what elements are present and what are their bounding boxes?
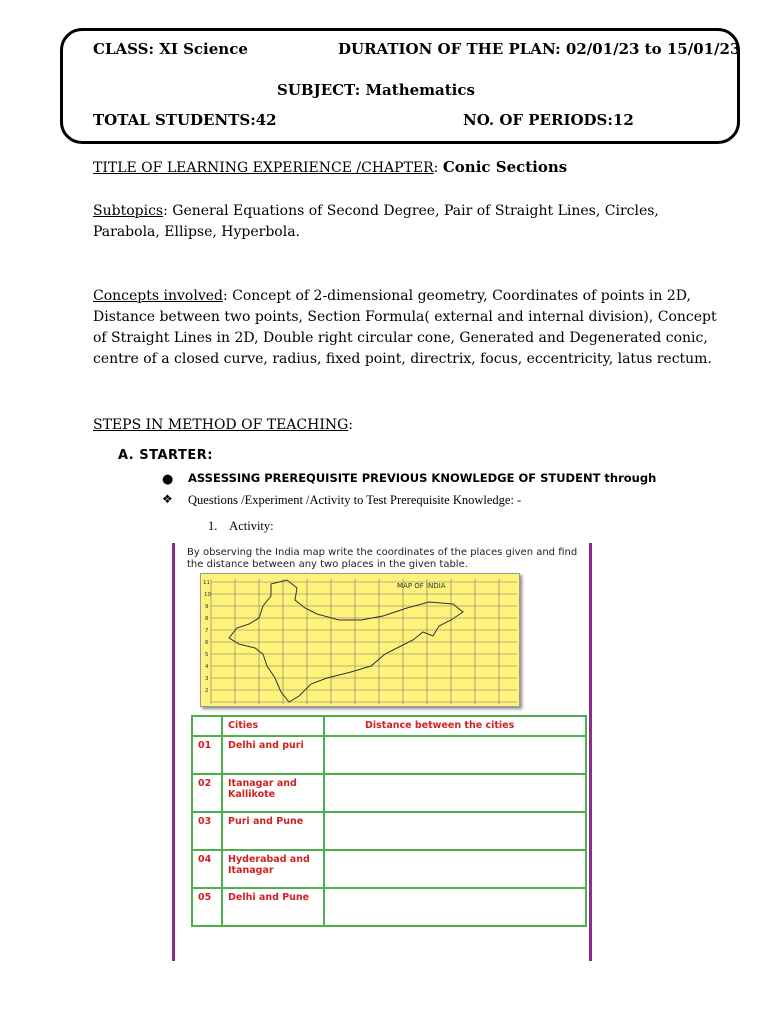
map-y-axis-labels bbox=[203, 580, 211, 694]
svg-text:10: 10 bbox=[204, 592, 211, 598]
activity-intro: By observing the India map write the coordinates of the places given and find the distance between any two places in the given table. bbox=[187, 547, 578, 570]
bullet-assessing: ASSESSING PREREQUISITE PREVIOUS KNOWLEDGE OF STUDENT through bbox=[188, 471, 657, 485]
table-header-no bbox=[192, 716, 222, 736]
row-distance[interactable] bbox=[324, 850, 586, 888]
concepts-label: Concepts involved bbox=[93, 288, 223, 304]
bullet-questions: Questions /Experiment /Activity to Test Prerequisite Knowledge: - bbox=[188, 493, 522, 507]
subtopics-block bbox=[93, 201, 733, 243]
india-map bbox=[200, 573, 520, 707]
row-distance[interactable] bbox=[324, 812, 586, 850]
svg-text:11: 11 bbox=[203, 580, 210, 586]
activity-panel bbox=[172, 543, 592, 961]
row-number: 01 bbox=[192, 736, 222, 774]
chapter-title-value: Conic Sections bbox=[442, 158, 568, 176]
svg-text:8: 8 bbox=[205, 616, 209, 622]
total-students-label: TOTAL STUDENTS:42 bbox=[93, 111, 277, 129]
table-header-row bbox=[192, 716, 586, 736]
class-label: CLASS: XI Science bbox=[93, 40, 248, 58]
row-cities: Hyderabad and Itanagar bbox=[222, 850, 324, 888]
map-title: MAP OF INDIA bbox=[397, 582, 446, 590]
bullet-dot-icon: ● bbox=[162, 472, 174, 487]
table-header-distance: Distance between the cities bbox=[324, 716, 586, 736]
row-cities: Puri and Pune bbox=[222, 812, 324, 850]
row-distance[interactable] bbox=[324, 888, 586, 926]
steps-label: STEPS IN METHOD OF TEACHING bbox=[93, 417, 349, 433]
svg-text:2: 2 bbox=[205, 688, 209, 694]
row-cities: Delhi and puri bbox=[222, 736, 324, 774]
svg-text:7: 7 bbox=[205, 628, 209, 634]
chapter-title bbox=[93, 157, 567, 179]
row-distance[interactable] bbox=[324, 736, 586, 774]
svg-text:6: 6 bbox=[205, 640, 209, 646]
concepts-block bbox=[93, 286, 733, 370]
row-cities: Itanagar and Kallikote bbox=[222, 774, 324, 812]
row-number: 05 bbox=[192, 888, 222, 926]
concepts-line-4: centre of a closed curve, radius, fixed point, directrix, focus, eccentricity, latus rectum. bbox=[93, 351, 712, 367]
row-number: 03 bbox=[192, 812, 222, 850]
table-row bbox=[192, 812, 586, 850]
concepts-line-1: : Concept of 2-dimensional geometry, Coordinates of points in 2D, bbox=[222, 288, 691, 304]
svg-text:5: 5 bbox=[205, 652, 209, 658]
table-header-cities: Cities bbox=[222, 716, 324, 736]
steps-heading bbox=[93, 415, 353, 436]
row-cities: Delhi and Pune bbox=[222, 888, 324, 926]
starter-heading: A. STARTER: bbox=[118, 448, 213, 463]
activity-item: 1. Activity: bbox=[208, 519, 274, 533]
subject-label: SUBJECT: Mathematics bbox=[277, 81, 475, 99]
india-map-graphic bbox=[201, 574, 519, 706]
table-row bbox=[192, 850, 586, 888]
subtopics-label: Subtopics bbox=[93, 203, 164, 219]
row-number: 04 bbox=[192, 850, 222, 888]
duration-label: DURATION OF THE PLAN: 02/01/23 to 15/01/23 bbox=[338, 40, 741, 58]
table-row bbox=[192, 736, 586, 774]
row-distance[interactable] bbox=[324, 774, 586, 812]
svg-text:4: 4 bbox=[205, 664, 209, 670]
concepts-line-2: Distance between two points, Section Formula( external and internal division), Concept bbox=[93, 309, 717, 325]
subtopics-text: : General Equations of Second Degree, Pair of Straight Lines, Circles, bbox=[163, 203, 659, 219]
row-number: 02 bbox=[192, 774, 222, 812]
table-row bbox=[192, 888, 586, 926]
concepts-line-3: of Straight Lines in 2D, Double right circular cone, Generated and Degenerated conic, bbox=[93, 330, 708, 346]
cities-distance-table bbox=[191, 715, 587, 927]
diamond-bullet-icon: ❖ bbox=[162, 492, 173, 506]
chapter-title-colon: : bbox=[433, 160, 439, 176]
periods-label: NO. OF PERIODS:12 bbox=[463, 111, 634, 129]
steps-colon: : bbox=[348, 417, 354, 433]
subtopics-text-2: Parabola, Ellipse, Hyperbola. bbox=[93, 224, 300, 240]
svg-text:3: 3 bbox=[205, 676, 209, 682]
chapter-title-label: TITLE OF LEARNING EXPERIENCE /CHAPTER bbox=[93, 160, 434, 176]
svg-text:9: 9 bbox=[205, 604, 209, 610]
table-row bbox=[192, 774, 586, 812]
